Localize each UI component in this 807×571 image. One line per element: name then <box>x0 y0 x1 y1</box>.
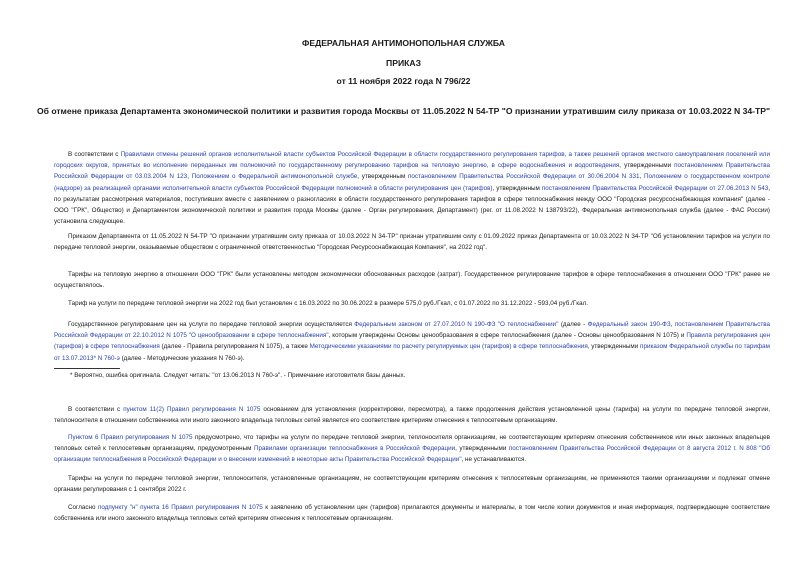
paragraph-8: Тарифы на услуги по передаче тепловой энергии, теплоносителя, установленные организациям, не соответствующим критериям отнесения к теплосетевым организациям, не применяются такими организациями и подлежат отмене органами регулирования с 1 сентября 2022 г. <box>54 475 770 494</box>
text: Государственное регулирование цен на услуги по передаче тепловой энергии осуществляется <box>68 321 355 328</box>
link-fz-190[interactable]: Федеральным законом от 27.07.2010 N 190-ФЗ "О теплоснабжении" <box>354 321 559 328</box>
link-prikaz-fst-760e[interactable]: приказом Федеральной службы по тарифам от 13.07.2013* N 760-э <box>54 343 770 362</box>
link-postanovlenie-331[interactable]: постановлением Правительства Российской Федерации от 30.06.2004 N 331 <box>408 173 640 181</box>
text: , утвержденными <box>455 445 509 453</box>
footnote-divider <box>54 368 120 369</box>
text: , утвержденными <box>619 162 675 170</box>
text: , по результатам рассмотрения материалов, поступивших вместе с заявлением о разногласиях в области государственного регулирования тарифов в сфере теплоснабжения между ООО "Городская ресурсоснабжающая компания" (далее - ООО "ГРК", Общество) и Департаментом экономической политики и развития города Москвы (далее - Орган регулирования, Департамент) (рег. от 11.08.2022 N 138793/22), Федеральная антимонопольная служба (далее - ФАС России) установила следующее. <box>54 184 770 226</box>
link-punkt-11-2[interactable]: пунктом 11(2) Правил регулирования N 1075 <box>123 406 261 413</box>
link-postanovlenie-808[interactable]: постановлением Правительства Российской Федерации от 8 августа 2012 г. N 808 "Об организации теплоснабжения в Российской Федерации и о внесении изменений в некоторые акты Правительства Российской Федерации" <box>54 445 770 464</box>
link-postanovlenie-123[interactable]: постановлением Правительства Российской Федерации от 03.03.2004 N 123 <box>54 162 770 181</box>
text: В соответствии с <box>68 406 124 413</box>
text: , <box>187 173 192 181</box>
document-title: Об отмене приказа Департамента экономической политики и развития города Москвы от 11.05.2022 N 54-ТР "О признании утратившим силу приказа от 10.03.2022 N 34-ТР" <box>36 106 771 116</box>
link-polozhenie-kontrol[interactable]: Положением о государственном контроле (надзоре) за реализацией органами исполнительной власти субъектов Российской Федерации полномочий в области регулирования цен (тарифов) <box>54 173 771 192</box>
text: (далее - Правила регулирования N 1075), а также <box>159 343 310 351</box>
paragraph-1 <box>54 149 770 227</box>
link-polozhenie-fas[interactable]: Положением о Федеральной антимонопольной службе <box>191 173 358 181</box>
text: , <box>670 321 675 328</box>
footnote: * Вероятно, ошибка оригинала. Следует читать: "от 13.06.2013 N 760-э". - Примечание изготовителя базы данных. <box>70 372 406 379</box>
link-pravila-regulirovaniya[interactable]: Правила регулирования цен (тарифов) в сфере теплоснабжения <box>54 332 770 351</box>
text: к заявлению об установлении цен (тарифов) прилагаются документы и материалы, в том числе копии документов и иная информация, подтверждающие соответствие собственника или иного законного владельца тепловых сетей критериям отнесения к теплосетевым организациям. <box>54 504 770 523</box>
link-pravila-organizatsii[interactable]: Правилами организации теплоснабжения в Российской Федерации <box>253 445 456 453</box>
paragraph-5 <box>54 319 770 364</box>
text: , которым утверждены Основы ценообразования в сфере теплоснабжения (далее - Основы ценообразования N 1075) и <box>328 332 687 340</box>
paragraph-2: Приказом Департамента от 11.05.2022 N 54-ТР "О признании утратившим силу приказа от 10.03.2022 N 34-ТР" признан утратившим силу с 01.09.2022 приказ Департамента от 10.03.2022 N 34-ТР "Об установлении тарифов на услуги по передаче тепловой энергии, оказываемые обществом с ограниченной ответственностью "Городская Ресурсоснабжающая Компания", на 2022 год". <box>54 233 770 252</box>
link-punkt-6[interactable]: Пунктом 6 Правил регулирования N 1075 <box>68 434 193 441</box>
agency-name: ФЕДЕРАЛЬНАЯ АНТИМОНОПОЛЬНАЯ СЛУЖБА <box>302 38 505 48</box>
paragraph-7 <box>54 432 770 466</box>
text: В соответствии с <box>68 151 121 158</box>
text: , утвержденным <box>357 173 408 181</box>
text: (далее - Методические указания N 760-э). <box>119 354 245 362</box>
text: , не устанавливаются. <box>461 456 527 464</box>
link-postanovlenie-1075[interactable]: постановлением Правительства Российской Федерации от 22.10.2012 N 1075 "О ценообразовании в сфере теплоснабжения" <box>54 321 771 340</box>
paragraph-4: Тариф на услуги по передаче тепловой энергии на 2022 год был установлен с 16.03.2022 по 30.06.2022 в размере 575,0 руб./Гкал, с 01.07.2022 по 31.12.2022 - 593,04 руб./Гкал. <box>68 300 589 307</box>
text: основанием для установления (корректировки, пересмотра), а также продолжения действия установленной цены (тарифа) на услуги по передаче тепловой энергии, теплоносителя в отношении собственника или иного законного владельца тепловых сетей является его соответствие критериям отнесения к теплосетевым организациям. <box>54 406 771 425</box>
paragraph-6 <box>54 404 770 426</box>
link-postanovlenie-543[interactable]: постановлением Правительства Российской Федерации от 27.06.2013 N 543 <box>541 184 769 192</box>
text: Согласно <box>68 504 98 511</box>
link-fz-190-short[interactable]: Федеральный закон 190-ФЗ <box>587 321 671 328</box>
link-podpunkt-n-punkt-16[interactable]: подпункту "н" пункта 16 Правил регулирования N 1075 <box>97 504 263 511</box>
link-pravila-otmeny[interactable]: Правилами отмены решений органов исполнительной власти субъектов Российской Федерации в области государственного регулирования тарифов, а также решений органов местного самоуправления поселений или городских округов, принятых во исполнение переданных им полномочий по государственному регулированию тарифов на тепловую энергию, в сфере водоснабжения и водоотведения <box>54 151 770 170</box>
paragraph-3: Тарифы на тепловую энергию в отношении ООО "ГРК" были установлены методом экономически обоснованных расходов (затрат). Государственное регулирование тарифов в сфере теплоснабжения в отношении ООО "ГРК" ранее не осуществлялось. <box>54 271 770 290</box>
text: , утвержденными <box>587 343 641 351</box>
document-type: ПРИКАЗ <box>386 58 421 68</box>
document-date: от 11 ноября 2022 года N 796/22 <box>336 76 471 86</box>
text: предусмотрено, что тарифы на услуги по передаче тепловой энергии, теплоносителя организациям, не соответствующим критериям отнесения собственников или иных законных владельцев тепловых сетей к теплосетевым организациям, предусмотренным <box>54 434 770 453</box>
text: (далее - <box>558 321 588 328</box>
paragraph-9 <box>54 502 770 524</box>
link-metodicheskie-ukazaniya[interactable]: Методическими указаниями по расчету регулируемых цен (тарифов) в сфере теплоснабжения <box>309 343 588 351</box>
text: , <box>639 173 644 181</box>
text: , утвержденным <box>492 184 542 192</box>
